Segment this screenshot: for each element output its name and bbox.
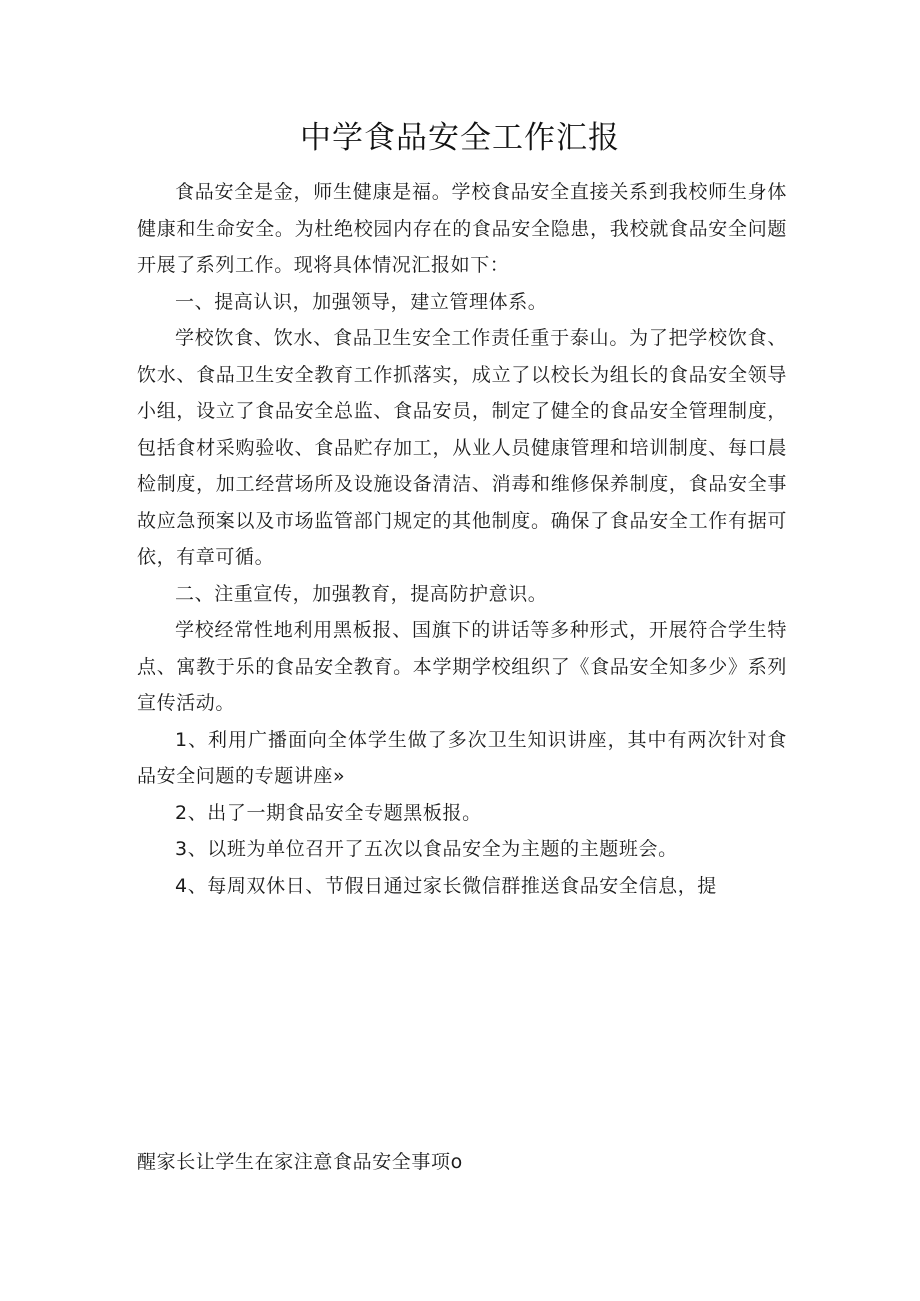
list-item-4-continuation: 醒家长让学生在家注意食品安全事项o: [137, 1151, 463, 1173]
list-item-1: 1、利用广播面向全体学生做了多次卫生知识讲座，其中有两次针对食品安全问题的专题讲座»: [137, 728, 787, 787]
list-item-3: 3、以班为单位召开了五次以食品安全为主题的主题班会。: [175, 838, 678, 860]
paragraph-education: 学校经常性地利用黑板报、国旗下的讲话等多种形式，开展符合学生特点、寓教于乐的食品安全教育。本学期学校组织了《食品安全知多少》系列宣传活动。: [137, 619, 787, 714]
section-heading-1: 一、提高认识，加强领导，建立管理体系。: [175, 290, 548, 313]
paragraph-intro: 食品安全是金，师生健康是福。学校食品安全直接关系到我校师生身体健康和生命安全。为杜绝校园内存在的食品安全隐患，我校就食品安全问题开展了系列工作。现将具体情况汇报如下：: [137, 181, 787, 276]
section-heading-2: 二、注重宣传，加强教育，提高防护意识。: [175, 582, 548, 605]
paragraph-management: 学校饮食、饮水、食品卫生安全工作责任重于泰山。为了把学校饮食、饮水、食品卫生安全教育工作抓落实，成立了以校长为组长的食品安全领导小组，设立了食品安全总监、食品安员，制定了健全的食品安全管理制度，包括食材采购验收、食品贮存加工，从业人员健康管理和培训制度、每口晨检制度，加工经营场所及设施设备清洁、消毒和维修保养制度，食品安全事故应急预案以及市场监管部门规定的其他制度。确保了食品安全工作有据可依，有章可循。: [137, 327, 787, 568]
list-item-2: 2、出了一期食品安全专题黑板报。: [175, 801, 482, 824]
document-title: 中学食品安全工作汇报: [300, 120, 620, 156]
document-body: [137, 174, 787, 904]
list-item-4: 4、每周双休日、节假日通过家长微信群推送食品安全信息，提: [175, 874, 717, 897]
